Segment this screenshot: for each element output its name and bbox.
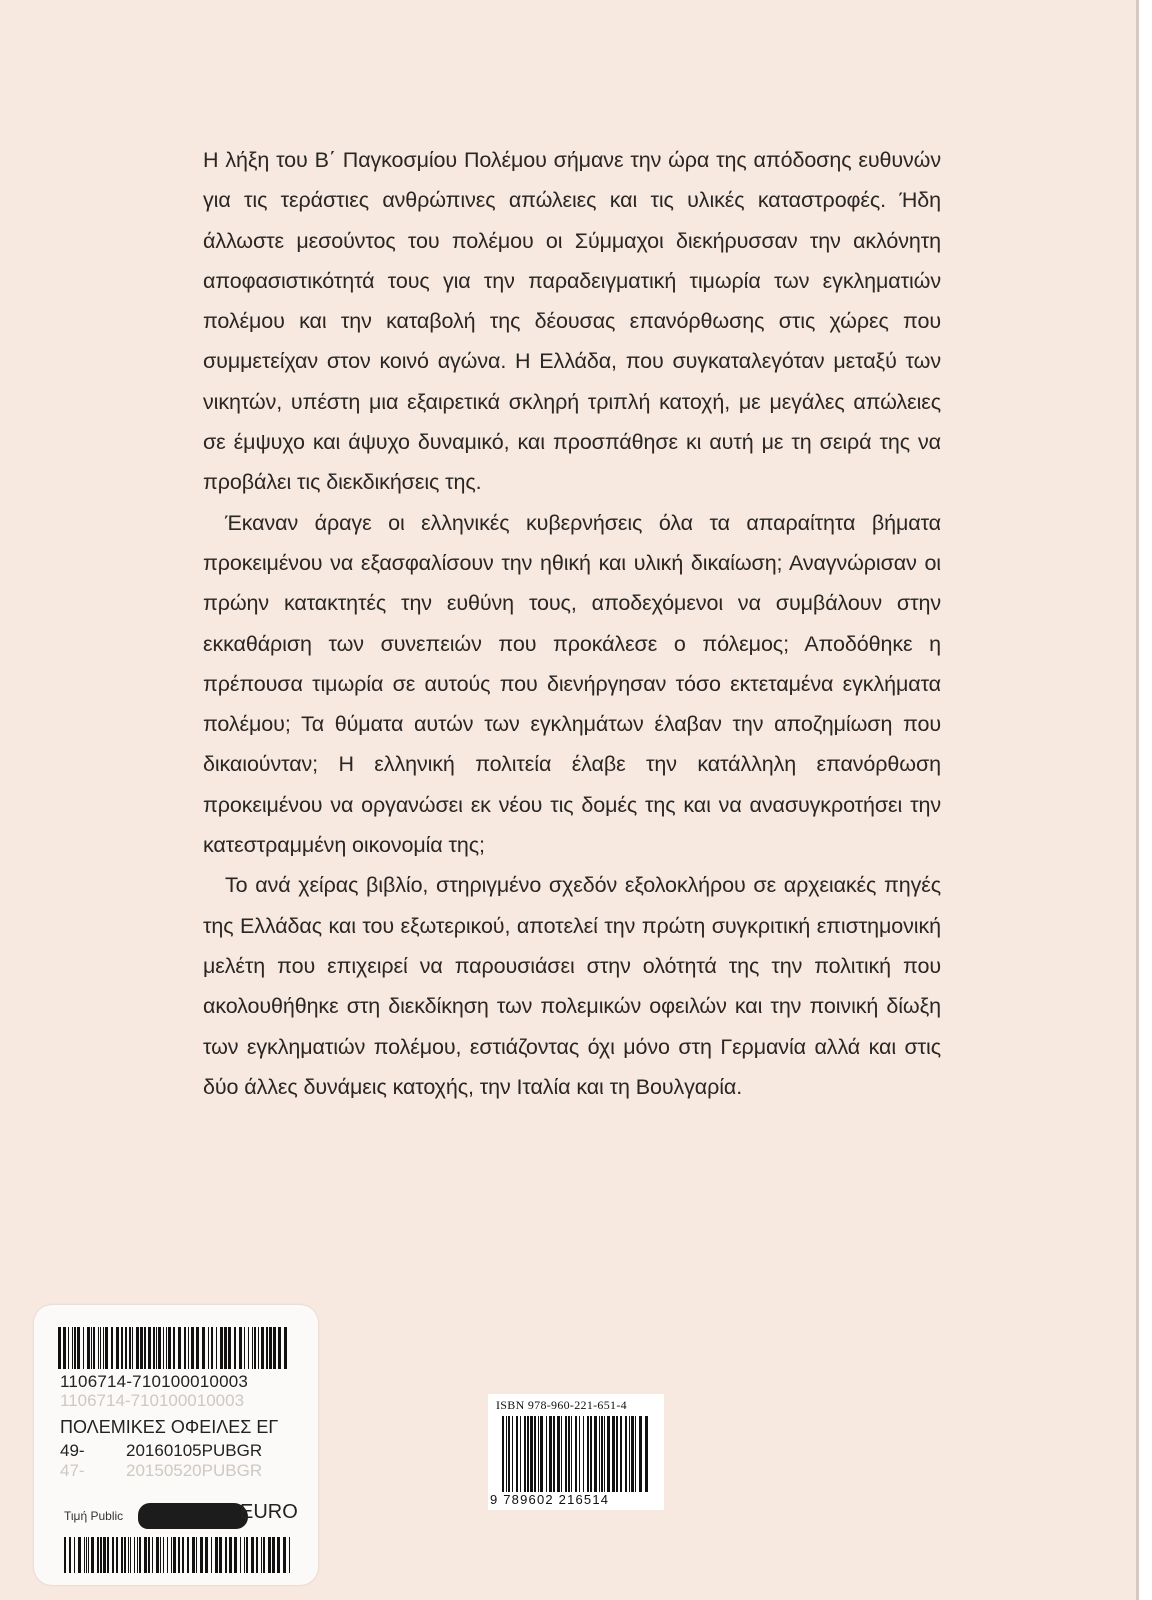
barcode-bar — [163, 1537, 164, 1573]
barcode-bar — [278, 1327, 281, 1369]
barcode-bar — [216, 1327, 217, 1369]
barcode-bar — [268, 1537, 271, 1573]
barcode-bar — [587, 1416, 589, 1492]
barcode-bar — [196, 1537, 197, 1573]
barcode-bar — [220, 1327, 223, 1369]
barcode-bar — [289, 1537, 290, 1573]
barcode-bar — [604, 1416, 605, 1492]
barcode-bar — [579, 1416, 580, 1492]
sticker-ref: 20160105PUBGR — [126, 1441, 263, 1460]
barcode-bar — [187, 1537, 189, 1573]
barcode-bar — [124, 1537, 126, 1573]
barcode-bar — [516, 1416, 518, 1492]
barcode-bar — [202, 1327, 205, 1369]
barcode-bar — [158, 1327, 161, 1369]
barcode-bar — [240, 1537, 241, 1573]
barcode-bar — [248, 1327, 249, 1369]
barcode-bar — [215, 1537, 218, 1573]
price-sticker — [34, 1305, 318, 1585]
blurb-paragraph-3: Το ανά χείρας βιβλίο, στηριγμένο σχεδόν εξολοκλήρου σε αρχειακές πηγές της Ελλάδας και του εξωτερικού, αποτελεί την πρώτη συγκριτική επιστημονική μελέτη που επιχειρεί να παρουσιάσει στην ολότητά της την πολιτική που ακολουθήθηκε στη διεκδίκηση των πολεμικών οφειλών και την ποινική δίωξη των εγκληματιών πολέμου, εστιάζοντας όχι μόνο στη Γερμανία αλλά και στις δύο άλλες δυνάμεις κατοχής, την Ιταλία και τη Βουλγαρία. — [203, 873, 941, 1099]
barcode-bar — [72, 1327, 73, 1369]
barcode-bar — [246, 1537, 248, 1573]
barcode-bar — [128, 1537, 129, 1573]
barcode-bar — [156, 1537, 159, 1573]
barcode-bar — [540, 1416, 543, 1492]
barcode-bar — [565, 1416, 567, 1492]
barcode-bar — [273, 1327, 276, 1369]
barcode-bar — [561, 1416, 562, 1492]
barcode-bar — [568, 1416, 570, 1492]
barcode-bar — [261, 1327, 264, 1369]
barcode-bar — [107, 1537, 109, 1573]
barcode-bar — [244, 1537, 245, 1573]
barcode-bar — [599, 1416, 600, 1492]
barcode-bar — [74, 1537, 75, 1573]
barcode-bar — [171, 1537, 172, 1573]
barcode-bar — [91, 1537, 94, 1573]
barcode-bar — [631, 1416, 634, 1492]
barcode-bar — [191, 1327, 194, 1369]
barcode-bar — [211, 1537, 212, 1573]
sticker-currency: EURO — [240, 1501, 298, 1523]
barcode-bar — [188, 1327, 189, 1369]
barcode-bar — [258, 1327, 259, 1369]
sticker-product-code: 1106714-710100010003 — [60, 1372, 249, 1391]
barcode-bar — [520, 1416, 521, 1492]
barcode-bar — [105, 1327, 108, 1369]
isbn-label: ISBN 978-960-221-651-4 — [496, 1398, 627, 1412]
barcode-bar — [211, 1327, 213, 1369]
barcode-bar — [508, 1416, 510, 1492]
barcode-bar — [87, 1327, 90, 1369]
barcode-bar — [524, 1416, 526, 1492]
barcode-bar — [173, 1537, 176, 1573]
barcode-bar — [225, 1537, 227, 1573]
barcode-bar — [178, 1327, 181, 1369]
barcode-bar — [121, 1327, 123, 1369]
barcode-bar — [546, 1416, 547, 1492]
barcode-bar — [590, 1416, 592, 1492]
barcode-bar — [129, 1327, 131, 1369]
barcode-bar — [74, 1327, 76, 1369]
barcode-bar — [163, 1327, 164, 1369]
barcode-bar — [607, 1416, 610, 1492]
barcode-bar — [86, 1537, 87, 1573]
barcode-bar — [252, 1327, 253, 1369]
barcode-bar — [103, 1537, 106, 1573]
barcode-bar — [100, 1537, 102, 1573]
barcode-bar — [244, 1327, 245, 1369]
barcode-bar — [645, 1416, 648, 1492]
barcode-bar — [527, 1416, 529, 1492]
isbn-barcode-digits: 9 789602 216514 — [490, 1492, 610, 1507]
barcode-bar — [639, 1416, 642, 1492]
barcode-bar — [612, 1416, 615, 1492]
barcode-bar — [173, 1327, 175, 1369]
barcode-bar — [534, 1416, 536, 1492]
barcode-bar — [506, 1416, 507, 1492]
barcode-bar — [144, 1327, 146, 1369]
barcode-bar — [130, 1537, 131, 1573]
barcode-bar — [88, 1537, 89, 1573]
barcode-bar — [277, 1537, 280, 1573]
barcode-bar — [137, 1537, 138, 1573]
barcode-bar — [112, 1537, 114, 1573]
barcode-bar — [77, 1327, 80, 1369]
barcode-bar — [196, 1327, 199, 1369]
barcode-bar — [200, 1537, 203, 1573]
barcode-bar — [557, 1416, 560, 1492]
sticker-barcode-top — [58, 1327, 288, 1369]
barcode-bar — [625, 1416, 627, 1492]
back-cover-blurb — [203, 140, 941, 1107]
barcode-bar — [616, 1416, 618, 1492]
barcode-bar — [148, 1327, 151, 1369]
barcode-bar — [93, 1327, 95, 1369]
barcode-bar — [224, 1327, 227, 1369]
sticker-barcode-bottom — [64, 1537, 294, 1573]
barcode-bar — [83, 1327, 84, 1369]
barcode-bar — [184, 1327, 186, 1369]
barcode-bar — [549, 1416, 552, 1492]
barcode-bar — [84, 1537, 85, 1573]
barcode-bar — [234, 1537, 237, 1573]
barcode-bar — [571, 1416, 572, 1492]
barcode-bar — [266, 1327, 268, 1369]
barcode-bar — [64, 1537, 66, 1573]
barcode-bar — [160, 1537, 161, 1573]
barcode-bar — [58, 1327, 61, 1369]
barcode-bar — [256, 1537, 258, 1573]
barcode-bar — [228, 1327, 231, 1369]
barcode-bar — [583, 1416, 584, 1492]
isbn-block — [488, 1394, 664, 1510]
barcode-bar — [68, 1327, 69, 1369]
barcode-bar — [512, 1416, 513, 1492]
barcode-bar — [502, 1416, 504, 1492]
barcode-bar — [125, 1327, 127, 1369]
barcode-bar — [284, 1327, 287, 1369]
sticker-price-label: Τιμή Public — [64, 1509, 124, 1523]
price-redaction-mark — [138, 1503, 248, 1529]
barcode-bar — [111, 1327, 113, 1369]
barcode-bar — [239, 1327, 242, 1369]
barcode-bar — [594, 1416, 597, 1492]
barcode-bar — [97, 1537, 99, 1573]
barcode-bar — [156, 1327, 157, 1369]
barcode-bar — [153, 1327, 155, 1369]
sticker-ghost-ref-prefix: 47- — [60, 1461, 85, 1480]
barcode-bar — [116, 1327, 119, 1369]
barcode-bar — [69, 1537, 71, 1573]
blurb-paragraph-1: Η λήξη του Β΄ Παγκοσμίου Πολέμου σήμανε την ώρα της απόδοσης ευθυνών για τις τεράστιες ανθρώπινες απώλειες και τις υλικές καταστροφές. Ήδη άλλωστε μεσούντος του πολέμου οι Σύμμαχοι διεκήρυσσαν την ακλόνητη αποφασιστικότητά τους για την παραδειγματική τιμωρία των εγκληματιών πολέμου και την καταβολή της δέουσας επανόρθωσης στις χώρες που συμμετείχαν στον κοινό αγώνα. Η Ελλάδα, που συγκαταλεγόταν μεταξύ των νικητών, υπέστη μια εξαιρετικά σκληρή τριπλή κατοχή, με μεγάλες απώλειες σε έμψυχο και άψυχο δυναμικό, και προσπάθησε κι αυτή με τη σειρά της να προβάλει τις διεκδικήσεις της. — [203, 148, 941, 495]
barcode-bar — [63, 1327, 66, 1369]
barcode-bar — [152, 1537, 153, 1573]
barcode-bar — [91, 1327, 92, 1369]
barcode-bar — [148, 1537, 150, 1573]
sticker-ref-prefix: 49- — [60, 1441, 85, 1460]
barcode-bar — [121, 1537, 123, 1573]
barcode-bar — [272, 1537, 275, 1573]
barcode-bar — [136, 1327, 139, 1369]
barcode-bar — [192, 1537, 195, 1573]
barcode-bar — [134, 1537, 135, 1573]
barcode-bar — [254, 1327, 256, 1369]
barcode-bar — [139, 1537, 141, 1573]
barcode-bar — [208, 1327, 209, 1369]
barcode-bar — [553, 1416, 555, 1492]
barcode-bar — [229, 1537, 232, 1573]
barcode-bar — [132, 1327, 133, 1369]
barcode-bar — [116, 1537, 118, 1573]
barcode-bar — [575, 1416, 577, 1492]
blurb-paragraph-2: Έκαναν άραγε οι ελληνικές κυβερνήσεις όλα τα απαραίτητα βήματα προκειμένου να εξασφαλίσουν την ηθική και υλική δικαίωση; Αναγνώρισαν οι πρώην κατακτητές την ευθύνη τους, αποδεχόμενοι να συμβάλουν στην εκκαθάριση των συνεπειών που προκάλεσε ο πόλεμος; Αποδόθηκε η πρέπουσα τιμωρία σε αυτούς που διενήργησαν τόσο εκτεταμένα εγκλήματα πολέμου; Τα θύματα αυτών των εγκλημάτων έλαβαν την αποζημίωση που δικαιούνταν; Η ελληνική πολιτεία έλαβε την κατάλληλη επανόρθωση προκειμένου να οργανώσει εκ νέου τις δομές της και να ανασυγκροτήσει την κατεστραμμένη οικονομία της; — [203, 510, 941, 858]
barcode-bar — [178, 1537, 180, 1573]
barcode-bar — [635, 1416, 636, 1492]
isbn-barcode — [502, 1416, 652, 1492]
barcode-bar — [98, 1327, 99, 1369]
barcode-bar — [219, 1537, 222, 1573]
barcode-bar — [140, 1327, 143, 1369]
barcode-bar — [283, 1537, 286, 1573]
barcode-bar — [538, 1416, 539, 1492]
barcode-bar — [530, 1416, 533, 1492]
barcode-bar — [601, 1416, 603, 1492]
barcode-bar — [234, 1327, 236, 1369]
barcode-bar — [261, 1537, 262, 1573]
sticker-ghost-ref: 20150520PUBGR — [126, 1461, 263, 1480]
barcode-bar — [168, 1327, 171, 1369]
sticker-ghost-code: 1106714-710100010003 — [60, 1391, 245, 1410]
barcode-bar — [263, 1537, 265, 1573]
barcode-bar — [144, 1537, 147, 1573]
barcode-bar — [166, 1327, 167, 1369]
barcode-bar — [167, 1537, 168, 1573]
barcode-bar — [620, 1416, 622, 1492]
barcode-bar — [103, 1327, 104, 1369]
barcode-bar — [100, 1327, 101, 1369]
barcode-bar — [269, 1327, 272, 1369]
barcode-bar — [182, 1537, 184, 1573]
barcode-bar — [629, 1416, 630, 1492]
barcode-bar — [251, 1537, 254, 1573]
sticker-product-title: ΠΟΛΕΜΙΚΕΣ ΟΦΕΙΛΕΣ ΕΓ — [60, 1417, 279, 1437]
barcode-bar — [205, 1537, 208, 1573]
barcode-bar — [78, 1537, 81, 1573]
